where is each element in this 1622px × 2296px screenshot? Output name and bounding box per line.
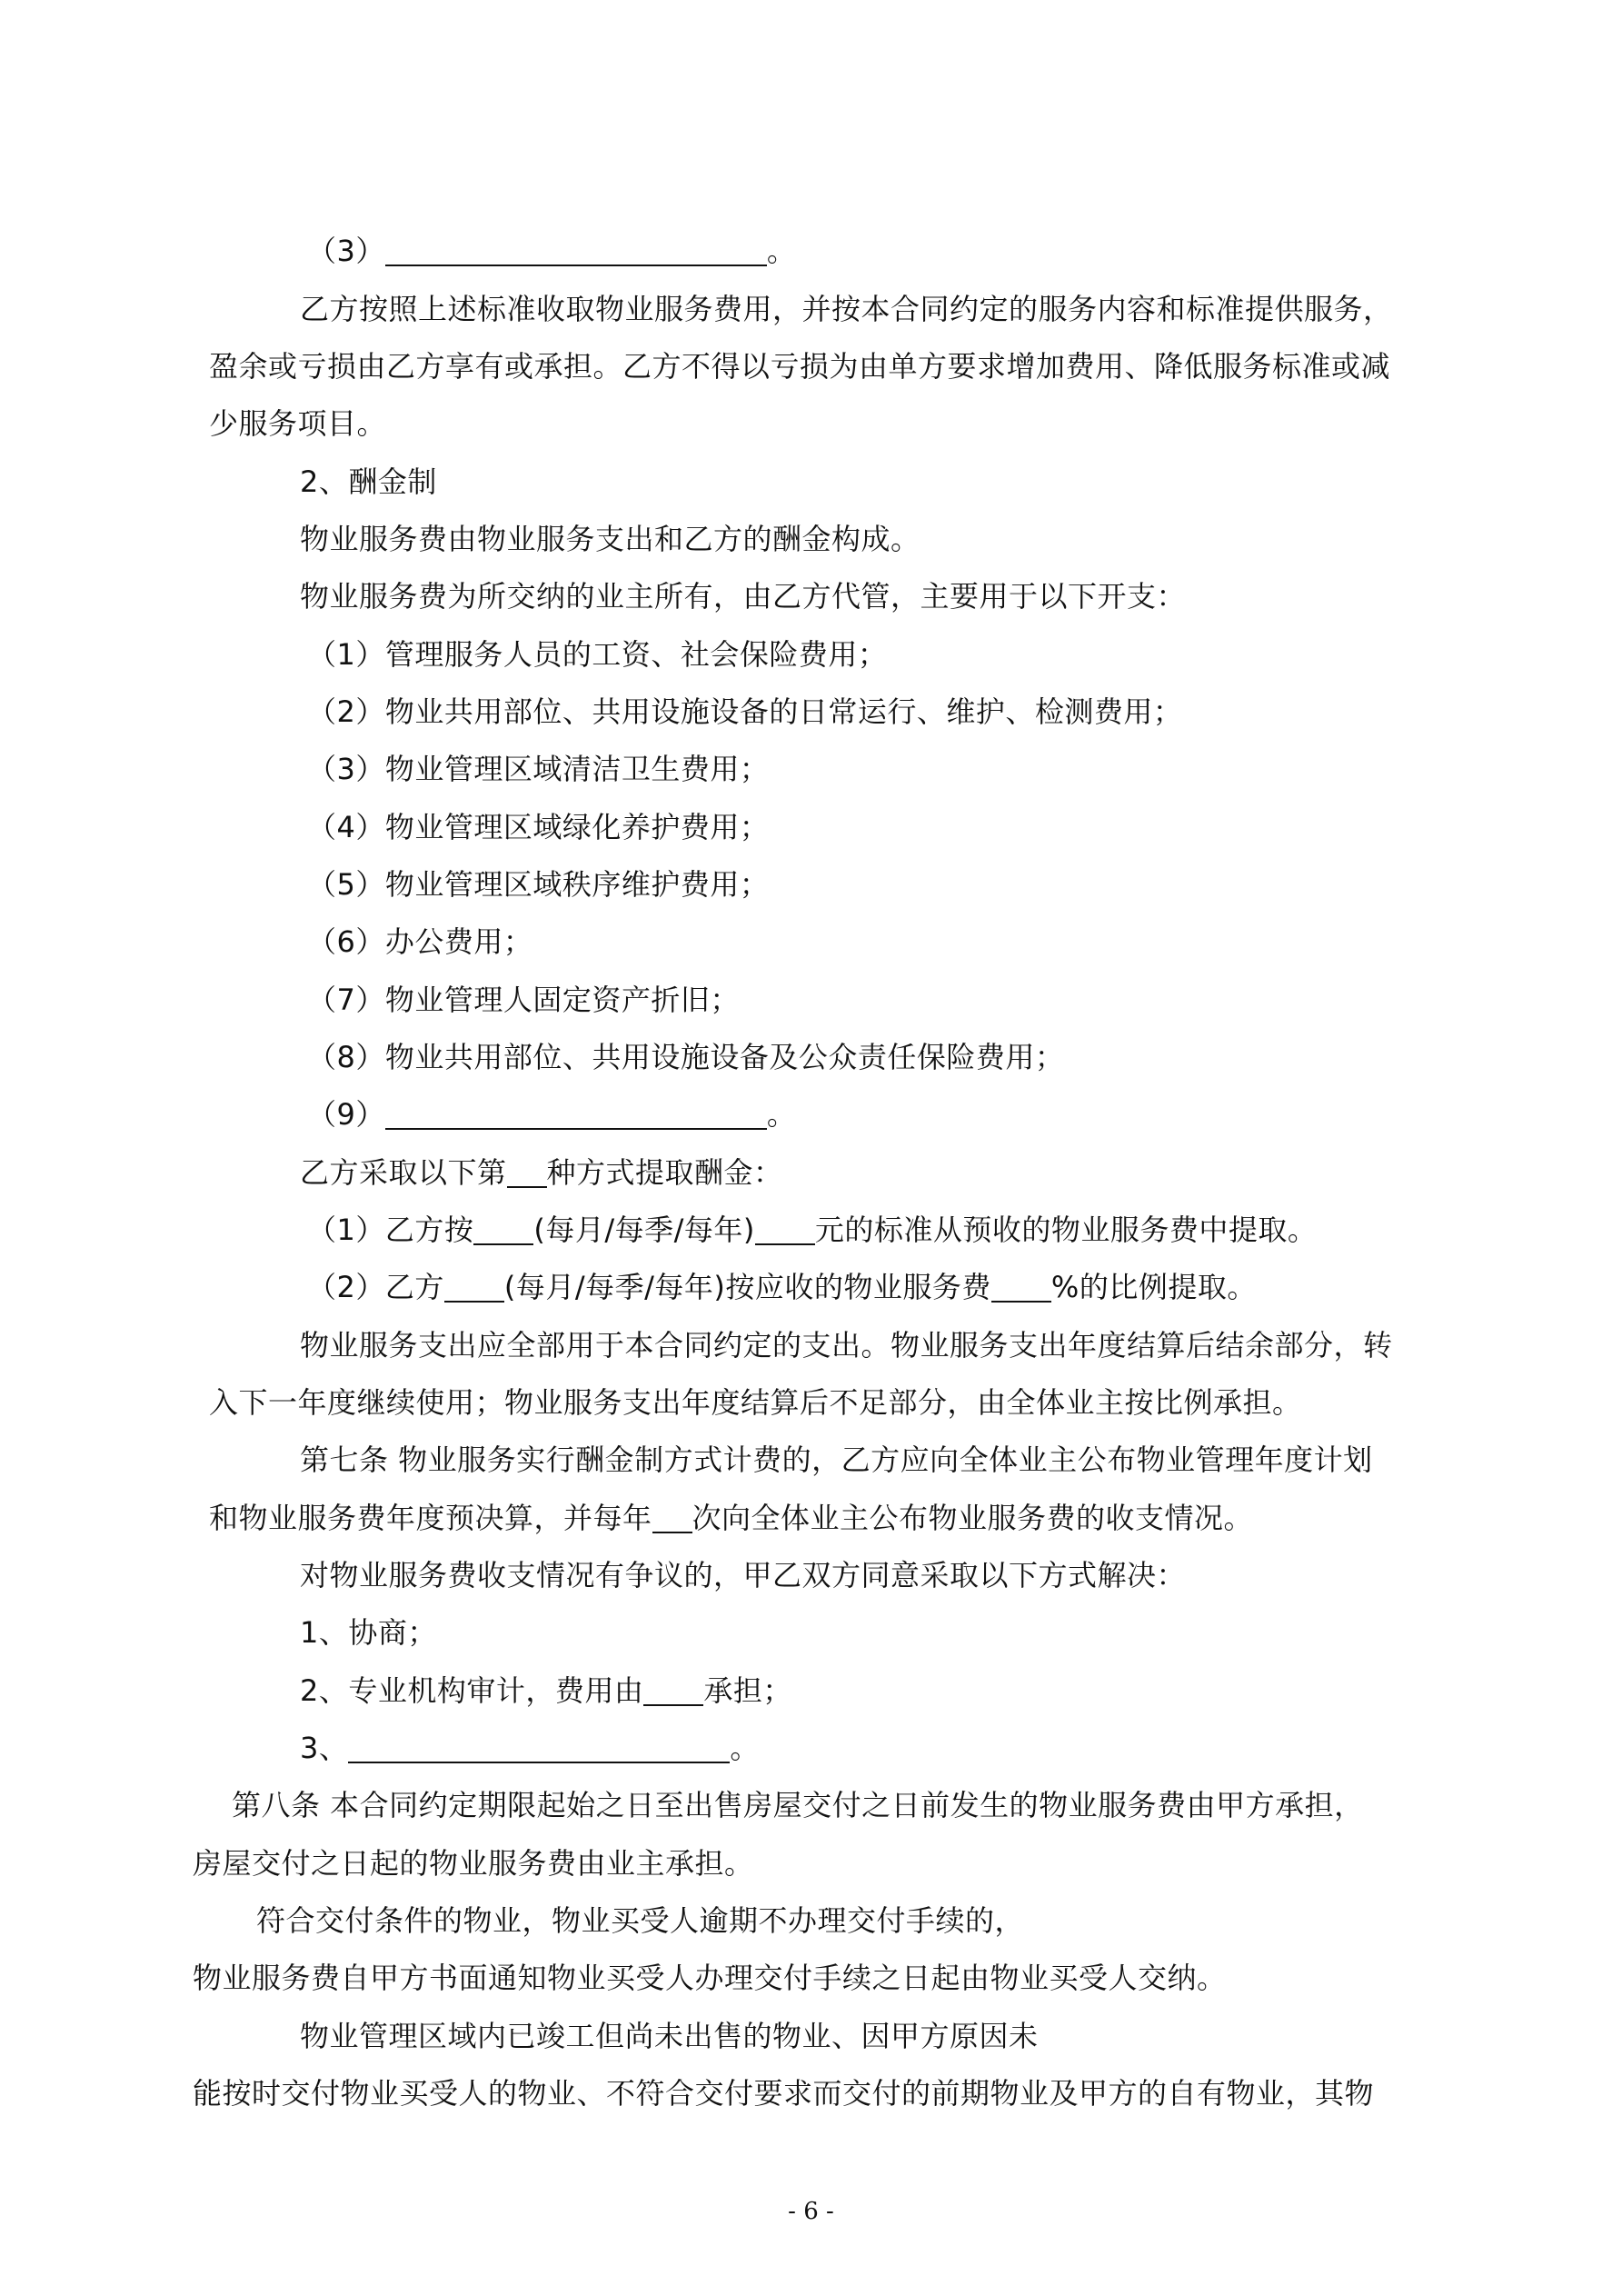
paragraph-line: 盈余或亏损由乙方享有或承担。乙方不得以亏损为由单方要求增加费用、降低服务标准或减 [209, 349, 1391, 384]
list-item-9-prefix: （9） [307, 1097, 385, 1132]
paragraph-line: 符合交付条件的物业，物业买受人逾期不办理交付手续的， [256, 1903, 1025, 1938]
option-2-part-a: （2）乙方 [307, 1270, 444, 1304]
paragraph-line: 少服务项目。 [209, 406, 387, 441]
option-1-part-a: （1）乙方按 [307, 1213, 474, 1247]
paragraph-line: 物业服务支出应全部用于本合同约定的支出。物业服务支出年度结算后结余部分，转 [300, 1328, 1393, 1363]
dispute-option-2-prefix: 2、专业机构审计，费用由 [300, 1673, 644, 1708]
article-7-line: 第七条 物业服务实行酬金制方式计费的，乙方应向全体业主公布物业管理年度计划 [300, 1442, 1373, 1477]
blank-field [473, 1214, 533, 1245]
blank-field [507, 1157, 547, 1188]
section-heading: 2、酬金制 [300, 464, 437, 499]
list-item: （6）办公费用； [307, 924, 533, 959]
dispute-option-2 [300, 1671, 792, 1711]
list-item: （2）物业共用部位、共用设施设备的日常运行、维护、检测费用； [307, 694, 1183, 729]
blank-field [643, 1675, 703, 1706]
commission-method-prefix: 乙方采取以下第 [300, 1155, 507, 1190]
option-2-part-b: (每月/每季/每年)按应收的物业服务费 [503, 1270, 991, 1304]
option-1-part-b: (每月/每季/每年) [533, 1213, 755, 1247]
commission-option-1 [307, 1210, 1317, 1250]
fee-item-3 [307, 231, 796, 271]
blank-field [444, 1272, 504, 1303]
blank-field [385, 235, 767, 266]
paragraph-line: 物业服务费由物业服务支出和乙方的酬金构成。 [300, 522, 920, 556]
article-7-prefix: 和物业服务费年度预决算，并每年 [209, 1501, 652, 1535]
article-8-line: 第八条 本合同约定期限起始之日至出售房屋交付之日前发生的物业服务费由甲方承担， [232, 1788, 1364, 1822]
dispute-option-2-suffix: 承担； [703, 1673, 792, 1708]
list-item: （3）物业管理区域清洁卫生费用； [307, 752, 770, 786]
list-item: （1）管理服务人员的工资、社会保险费用； [307, 637, 888, 672]
option-1-part-c: 元的标准从预收的物业服务费中提取。 [814, 1213, 1318, 1247]
paragraph-line: 能按时交付物业买受人的物业、不符合交付要求而交付的前期物业及甲方的自有物业，其物 [193, 2076, 1375, 2111]
blank-field [755, 1214, 815, 1245]
list-item: （7）物业管理人固定资产折旧； [307, 983, 740, 1017]
list-item-9 [307, 1094, 796, 1134]
article-7-suffix: 次向全体业主公布物业服务费的收支情况。 [692, 1501, 1254, 1535]
blank-field [652, 1502, 692, 1533]
paragraph-line: 物业管理区域内已竣工但尚未出售的物业、因甲方原因未 [300, 2019, 1039, 2053]
list-item: （5）物业管理区域秩序维护费用； [307, 867, 770, 902]
page-number: - 6 - [788, 2198, 834, 2225]
paragraph-line: 入下一年度继续使用；物业服务支出年度结算后不足部分，由全体业主按比例承担。 [209, 1385, 1302, 1420]
dispute-option-3-prefix: 3、 [300, 1731, 349, 1765]
option-2-part-c: %的比例提取。 [1050, 1270, 1257, 1304]
fee-item-3-suffix: 。 [766, 234, 797, 268]
article-8-line-2: 房屋交付之日起的物业服务费由业主承担。 [193, 1846, 754, 1881]
list-item: （8）物业共用部位、共用设施设备及公众责任保险费用； [307, 1040, 1065, 1074]
commission-method-line [300, 1153, 783, 1193]
paragraph-line: 物业服务费自甲方书面通知物业买受人办理交付手续之日起由物业买受人交纳。 [193, 1961, 1227, 1995]
commission-method-suffix: 种方式提取酬金： [546, 1155, 783, 1190]
article-7-line-2 [209, 1498, 1253, 1538]
list-item: （4）物业管理区域绿化养护费用； [307, 810, 770, 844]
dispute-option-1: 1、协商； [300, 1615, 437, 1650]
blank-field [348, 1732, 730, 1763]
blank-field [385, 1099, 767, 1130]
dispute-option-3 [300, 1728, 760, 1768]
paragraph-line: 对物业服务费收支情况有争议的，甲乙双方同意采取以下方式解决： [300, 1558, 1187, 1592]
list-item-9-suffix: 。 [766, 1097, 797, 1132]
dispute-option-3-suffix: 。 [730, 1731, 760, 1765]
paragraph-line: 物业服务费为所交纳的业主所有，由乙方代管，主要用于以下开支： [300, 579, 1187, 614]
blank-field [991, 1272, 1051, 1303]
fee-item-3-prefix: （3） [307, 234, 385, 268]
paragraph-line: 乙方按照上述标准收取物业服务费用，并按本合同约定的服务内容和标准提供服务， [300, 292, 1393, 326]
commission-option-2 [307, 1267, 1257, 1307]
